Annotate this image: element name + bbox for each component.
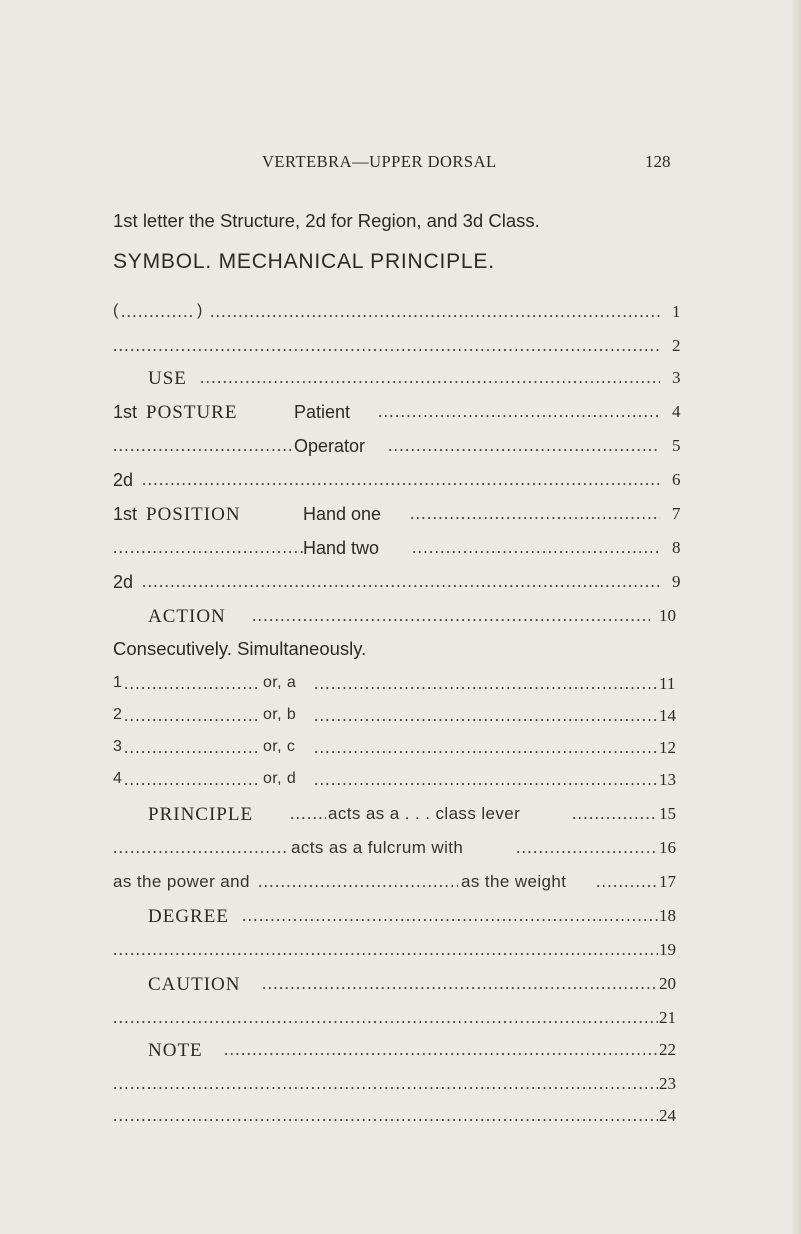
leader-dots — [314, 738, 658, 758]
list-item — [0, 738, 801, 768]
item-left: 1 — [113, 674, 123, 691]
item-number: 5 — [672, 436, 681, 455]
list-item — [0, 504, 801, 534]
leader-dots — [242, 906, 658, 926]
leader-dots — [378, 402, 660, 422]
item-sub: Hand one — [303, 504, 382, 524]
leader-dots — [113, 538, 303, 558]
leader-dots — [200, 368, 660, 388]
item-label: CAUTION — [148, 974, 241, 995]
leader-dots — [314, 674, 658, 694]
list-item — [0, 606, 801, 636]
item-number: 15 — [659, 804, 676, 823]
list-item — [0, 402, 801, 432]
leader-dots — [252, 606, 650, 626]
item-number: 16 — [659, 838, 676, 857]
item-label: PRINCIPLE — [148, 804, 254, 825]
leader-dots — [113, 436, 294, 456]
leader-dots — [262, 974, 658, 994]
item-sub: Patient — [294, 402, 351, 422]
leader-dots — [113, 838, 287, 858]
intro-text: 1st letter the Structure, 2d for Region, and 3d Class. — [113, 210, 540, 231]
columns-heading-line — [0, 250, 801, 280]
item-number: 11 — [659, 674, 676, 693]
leader-dots — [596, 872, 658, 892]
item-number: 6 — [672, 470, 681, 489]
open-paren: ( — [113, 302, 119, 319]
subheading-line — [0, 638, 801, 668]
leader-dots — [113, 336, 660, 356]
list-item — [0, 538, 801, 568]
list-item — [0, 706, 801, 736]
leader-dots — [121, 302, 193, 322]
item-mid: or, b — [263, 706, 297, 723]
leader-dots — [412, 538, 660, 558]
leader-dots — [124, 770, 258, 790]
list-item — [0, 470, 801, 500]
list-item — [0, 804, 801, 834]
list-item — [0, 770, 801, 800]
item-number: 4 — [672, 402, 681, 421]
list-item — [0, 974, 801, 1004]
list-item — [0, 838, 801, 868]
list-item — [0, 906, 801, 936]
list-item — [0, 368, 801, 398]
item-number: 20 — [659, 974, 676, 993]
list-item — [0, 1074, 801, 1104]
item-label: ACTION — [148, 606, 226, 627]
leader-dots — [290, 804, 326, 824]
item-prefix: 1st — [113, 504, 138, 524]
item-number: 8 — [672, 538, 681, 557]
leader-dots — [224, 1040, 658, 1060]
list-item — [0, 336, 801, 366]
item-number: 14 — [659, 706, 676, 725]
leader-dots — [124, 674, 258, 694]
item-text: as the weight — [461, 872, 567, 891]
running-title: VERTEBRA—UPPER DORSAL — [262, 152, 497, 171]
leader-dots — [142, 572, 660, 592]
item-number: 2 — [672, 336, 681, 355]
close-paren: ) — [197, 302, 203, 319]
item-number: 18 — [659, 906, 676, 925]
item-number: 7 — [672, 504, 681, 523]
item-text: acts as a fulcrum with — [291, 838, 464, 857]
leader-dots — [314, 770, 658, 790]
leader-dots — [314, 706, 658, 726]
leader-dots — [142, 470, 660, 490]
leader-dots — [516, 838, 658, 858]
item-sub: Operator — [294, 436, 366, 456]
leader-dots — [410, 504, 660, 524]
leader-dots — [113, 1008, 658, 1028]
item-prefix: 2d — [113, 470, 134, 490]
item-number: 24 — [659, 1106, 676, 1125]
list-item — [0, 436, 801, 466]
list-item — [0, 1040, 801, 1070]
item-number: 23 — [659, 1074, 676, 1093]
item-prefix: 1st — [113, 402, 138, 422]
item-number: 9 — [672, 572, 681, 591]
leader-dots — [572, 804, 658, 824]
item-number: 3 — [672, 368, 681, 387]
list-item — [0, 572, 801, 602]
item-left: 3 — [113, 738, 123, 755]
list-item — [0, 940, 801, 970]
item-number: 13 — [659, 770, 676, 789]
item-number: 19 — [659, 940, 676, 959]
item-left: 2 — [113, 706, 123, 723]
item-label: POSITION — [146, 504, 241, 525]
intro-line — [0, 210, 801, 240]
leader-dots — [388, 436, 660, 456]
leader-dots — [113, 940, 658, 960]
item-number: 10 — [659, 606, 676, 625]
item-label: POSTURE — [146, 402, 238, 423]
leader-dots — [113, 1106, 658, 1126]
leader-dots — [210, 302, 660, 322]
item-number: 21 — [659, 1008, 676, 1027]
page-number: 128 — [645, 152, 671, 171]
item-sub: Hand two — [303, 538, 380, 558]
list-item — [0, 302, 801, 332]
item-mid: or, c — [263, 738, 296, 755]
item-text: acts as a . . . class lever — [328, 804, 521, 823]
list-item — [0, 674, 801, 704]
item-number: 1 — [672, 302, 681, 321]
item-label: DEGREE — [148, 906, 229, 927]
item-label: NOTE — [148, 1040, 203, 1061]
list-item — [0, 872, 801, 902]
leader-dots — [124, 706, 258, 726]
item-number: 17 — [659, 872, 676, 891]
item-prefix: 2d — [113, 572, 134, 592]
running-header — [0, 152, 801, 176]
leader-dots — [113, 1074, 658, 1094]
list-item — [0, 1106, 801, 1136]
item-left: 4 — [113, 770, 123, 787]
item-mid: or, d — [263, 770, 297, 787]
subheading: Consecutively. Simultaneously. — [113, 638, 367, 659]
columns-heading: SYMBOL. MECHANICAL PRINCIPLE. — [113, 250, 495, 273]
leader-dots — [124, 738, 258, 758]
item-number: 22 — [659, 1040, 676, 1059]
item-number: 12 — [659, 738, 676, 757]
item-label: USE — [148, 368, 187, 389]
leader-dots — [258, 872, 458, 892]
item-mid: or, a — [263, 674, 297, 691]
list-item — [0, 1008, 801, 1038]
item-text: as the power and — [113, 872, 250, 891]
